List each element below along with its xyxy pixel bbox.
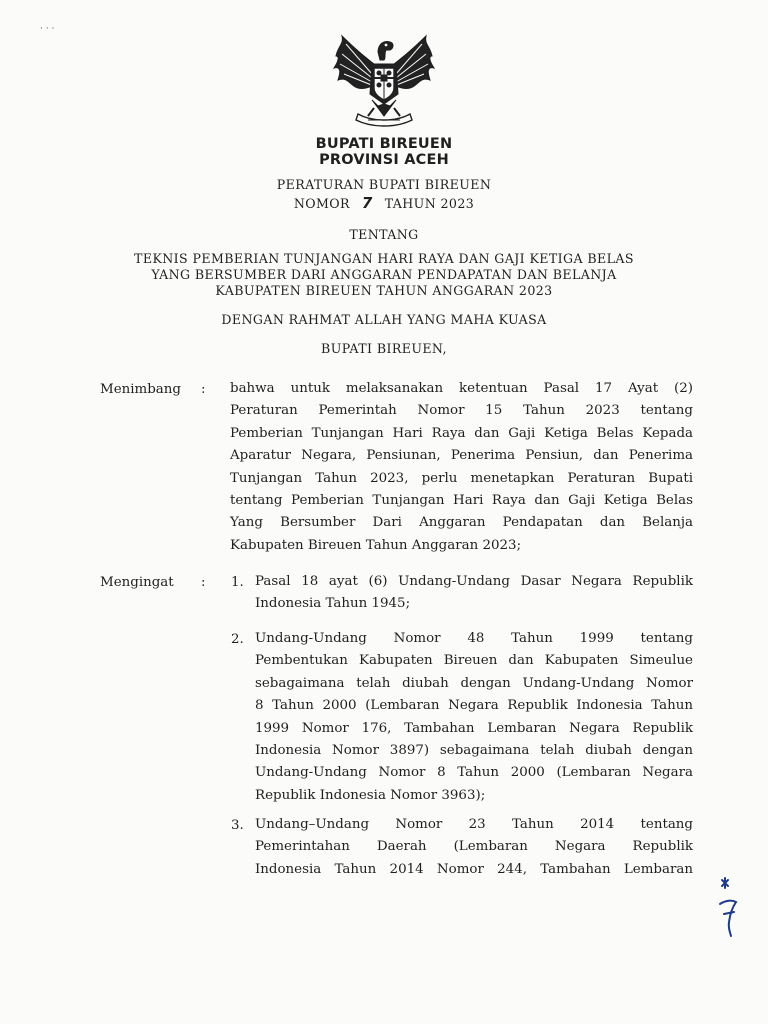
subject-line-1: TEKNIS PEMBERIAN TUNJANGAN HARI RAYA DAN GAJI KETIGA BELAS: [134, 251, 634, 266]
menimbang-line: Aparatur Negara, Pensiunan, Penerima Pensiun, dan Penerima: [230, 448, 693, 464]
item-line: Undang-Undang Nomor 48 Tahun 1999 tentang: [255, 631, 693, 646]
item-line: 1999 Nomor 176, Tambahan Lembaran Negara Republik: [255, 720, 693, 736]
about-heading: TENTANG: [349, 227, 419, 242]
menimbang-line: Tunjangan Tahun 2023, perlu menetapkan Peraturan Bupati: [230, 470, 693, 486]
item-line: Republik Indonesia Nomor 3963);: [255, 787, 486, 803]
regulation-number: [0, 194, 768, 212]
number-prefix: NOMOR: [293, 196, 350, 211]
regulation-title: PERATURAN BUPATI BIREUEN: [276, 177, 492, 192]
menimbang-colon: :: [201, 382, 206, 397]
mengingat-colon: :: [201, 575, 206, 590]
item-line: sebagaimana telah diubah dengan Undang-Undang Nomor: [255, 675, 693, 691]
item-line: Pembentukan Kabupaten Bireuen dan Kabupaten Simeulue: [255, 653, 693, 669]
number-suffix: TAHUN 2023: [384, 196, 475, 211]
handwritten-number: 7: [361, 194, 373, 212]
invocation: DENGAN RAHMAT ALLAH YANG MAHA KUASA: [221, 312, 547, 327]
item-number: 1.: [231, 575, 244, 590]
menimbang-label: Menimbang: [100, 382, 181, 397]
item-line: Undang–Undang Nomor 23 Tahun 2014 tentang: [255, 817, 693, 832]
mengingat-item-3: [255, 814, 693, 881]
authority: BUPATI BIREUEN,: [321, 341, 447, 356]
scan-speck: · · ·: [40, 24, 55, 34]
item-line: Pasal 18 ayat (6) Undang-Undang Dasar Negara Republik: [255, 574, 693, 589]
subject-line-3: KABUPATEN BIREUEN TAHUN ANGGARAN 2023: [215, 283, 553, 298]
menimbang-line: bahwa untuk melaksanakan ketentuan Pasal 17 Ayat (2): [230, 381, 693, 396]
menimbang-text: [230, 378, 693, 557]
item-line: Undang-Undang Nomor 8 Tahun 2000 (Lembaran Negara: [255, 765, 693, 781]
menimbang-line: tentang Pemberian Tunjangan Hari Raya dan Gaji Ketiga Belas: [230, 493, 693, 509]
mengingat-label: Mengingat: [100, 575, 174, 590]
item-line: Indonesia Nomor 3897) sebagaimana telah diubah dengan: [255, 743, 693, 759]
province-title: PROVINSI ACEH: [319, 152, 449, 168]
office-title: BUPATI BIREUEN: [315, 136, 453, 152]
item-line: Indonesia Tahun 2014 Nomor 244, Tambahan Lembaran: [255, 861, 693, 877]
item-line: 8 Tahun 2000 (Lembaran Negara Republik Indonesia Tahun: [255, 698, 693, 714]
menimbang-line: Kabupaten Bireuen Tahun Anggaran 2023;: [230, 537, 522, 553]
item-line: Indonesia Tahun 1945;: [255, 596, 411, 612]
menimbang-line: Yang Bersumber Dari Anggaran Pendapatan dan Belanja: [230, 515, 693, 531]
item-line: Pemerintahan Daerah (Lembaran Negara Republik: [255, 839, 693, 855]
handwritten-initial-icon: [712, 874, 742, 940]
mengingat-item-1: [255, 571, 693, 616]
item-number: 2.: [231, 632, 244, 647]
item-number: 3.: [231, 818, 244, 833]
mengingat-item-2: [255, 628, 693, 807]
subject-line-2: YANG BERSUMBER DARI ANGGARAN PENDAPATAN DAN BELANJA: [151, 267, 617, 282]
garuda-emblem-icon: [328, 30, 440, 130]
menimbang-line: Peraturan Pemerintah Nomor 15 Tahun 2023 tentang: [230, 403, 693, 419]
menimbang-line: Pemberian Tunjangan Hari Raya dan Gaji Ketiga Belas Kepada: [230, 425, 693, 441]
